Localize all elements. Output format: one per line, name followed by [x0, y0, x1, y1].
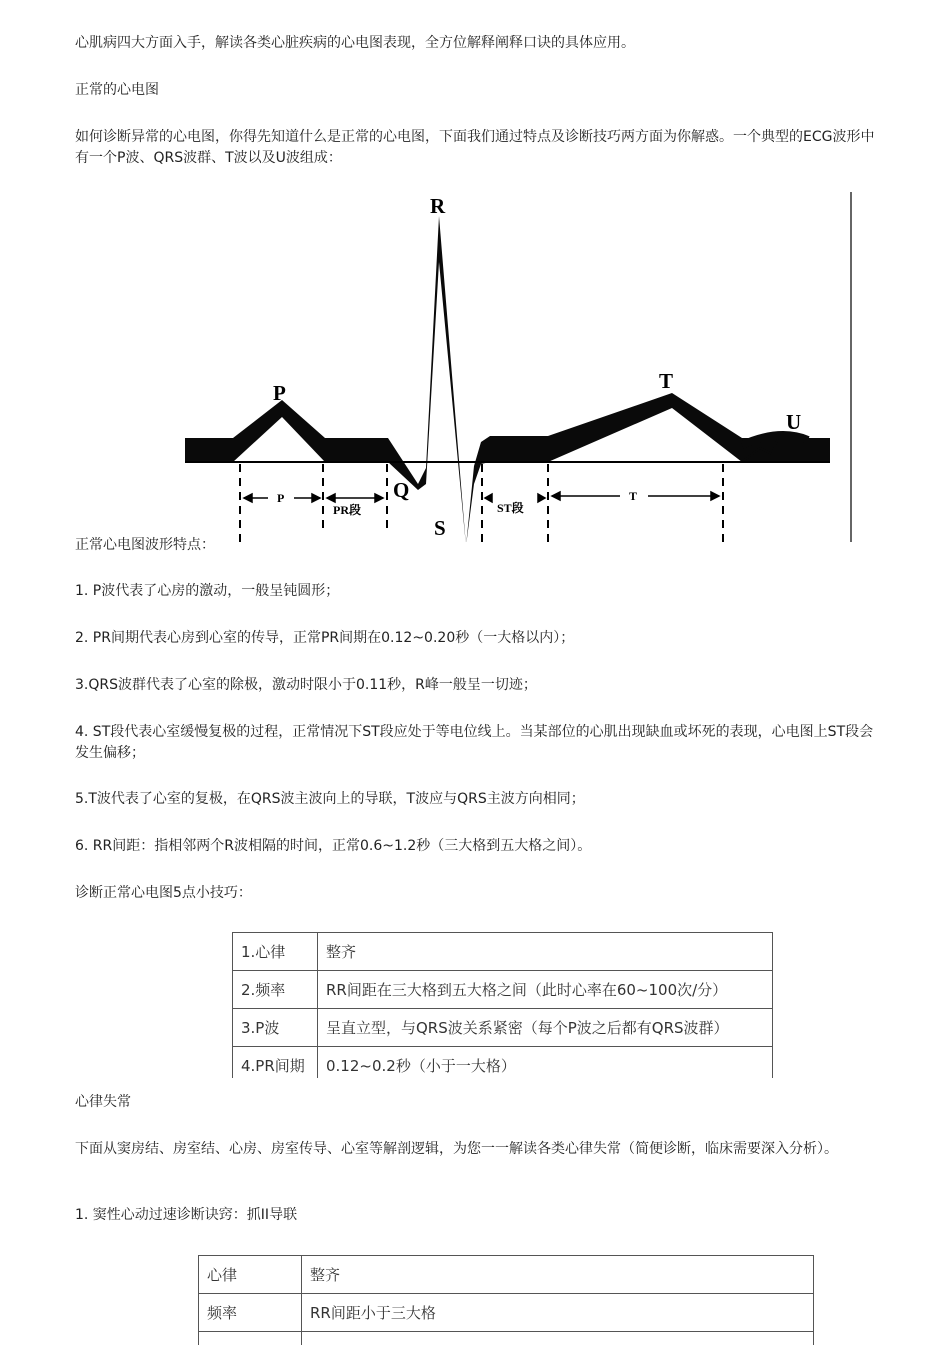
- feature-4: 4. ST段代表心室缓慢复极的过程，正常情况下ST段应处于等电位线上。当某部位的心肌出现缺血或坏死的表现，心电图上ST段会发生偏移；: [75, 724, 874, 761]
- tips-heading: 诊断正常心电图5点小技巧：: [75, 885, 252, 901]
- table-row: [233, 971, 773, 1009]
- arrhythmia-description: 下面从窦房结、房室结、心房、房室传导、心室等解剖逻辑，为您一一解读各类心律失常（简便诊断，临床需要深入分析）。: [75, 1141, 838, 1157]
- table-cell: 呈直立型，与QRS波关系紧密（每个P波之后都有QRS波群）: [318, 1009, 773, 1047]
- label-r: R: [430, 194, 446, 218]
- intro-paragraph: 心肌病四大方面入手，解读各类心脏疾病的心电图表现，全方位解释阐释口诀的具体应用。: [75, 35, 635, 51]
- table-cell: 频率: [199, 1294, 302, 1332]
- ecg-waveform-figure: [160, 192, 854, 542]
- feature-2: 2. PR间期代表心房到心室的传导，正常PR间期在0.12~0.20秒（一大格以内）；: [75, 630, 575, 646]
- table-row: [199, 1294, 814, 1332]
- table-cell: RR间距在三大格到五大格之间（此时心率在60~100次/分）: [318, 971, 773, 1009]
- table-cell: 3.P波: [233, 1009, 318, 1047]
- normal-ecg-description: 如何诊断异常的心电图，你得先知道什么是正常的心电图，下面我们通过特点及诊断技巧两方面为你解惑。一个典型的ECG波形中有一个P波、QRS波群、T波以及U波组成：: [75, 129, 875, 166]
- label-p: P: [273, 381, 286, 405]
- interval-p-label: P: [277, 491, 285, 505]
- table-row: [233, 1009, 773, 1047]
- table-cell: 心律: [199, 1256, 302, 1294]
- arrhythmia-heading: 心律失常: [75, 1094, 131, 1110]
- feature-5: 5.T波代表了心室的复极，在QRS波主波向上的导联，T波应与QRS主波方向相同；: [75, 791, 585, 807]
- feature-3: 3.QRS波群代表了心室的除极，激动时限小于0.11秒，R峰一般呈一切迹；: [75, 677, 537, 693]
- table-cell: 整齐: [318, 933, 773, 971]
- interval-pr-label: PR段: [333, 503, 361, 517]
- sinus-tachycardia-heading: 1. 窦性心动过速诊断诀窍：抓II导联: [75, 1207, 298, 1223]
- feature-6: 6. RR间距：指相邻两个R波相隔的时间，正常0.6~1.2秒（三大格到五大格之间）。: [75, 838, 592, 854]
- table-cell: 2.频率: [233, 971, 318, 1009]
- table-cell: 1.心律: [233, 933, 318, 971]
- table-cell: [302, 1332, 814, 1345]
- label-t: T: [659, 369, 674, 393]
- table-cell: RR间距小于三大格: [302, 1294, 814, 1332]
- table-row: [199, 1332, 814, 1345]
- table-cell: 4.PR间期: [233, 1047, 318, 1079]
- normal-ecg-heading: 正常的心电图: [75, 82, 159, 98]
- table-row: [233, 1047, 773, 1079]
- table-cell: 整齐: [302, 1256, 814, 1294]
- normal-ecg-tips-table: [232, 932, 774, 1078]
- table-cell: [199, 1332, 302, 1345]
- features-heading: 正常心电图波形特点：: [75, 537, 215, 553]
- feature-1: 1. P波代表了心房的激动，一般呈钝圆形；: [75, 583, 340, 599]
- interval-st-label: ST段: [497, 501, 524, 515]
- interval-t-label: T: [629, 489, 638, 503]
- table-row: [199, 1256, 814, 1294]
- table-row: [233, 933, 773, 971]
- sinus-tachycardia-table: [198, 1255, 815, 1345]
- label-s: S: [434, 516, 446, 540]
- label-q: Q: [393, 478, 410, 502]
- table-cell: 0.12~0.2秒（小于一大格）: [318, 1047, 773, 1079]
- label-u: U: [786, 410, 802, 434]
